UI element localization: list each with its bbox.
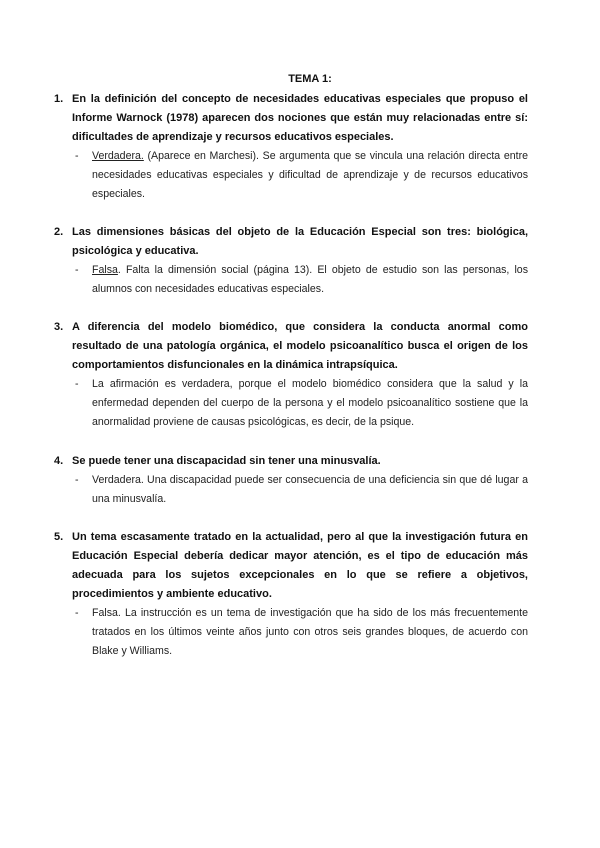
answer: [54, 471, 528, 509]
question-number: 3.: [54, 321, 64, 333]
bullet-dash: -: [75, 264, 79, 276]
question-1: [54, 90, 528, 204]
answer-text: Falsa. La instrucción es un tema de investigación que ha sido de los más frecuentemente tratados en los últimos veinte años junto con otros seis grandes bloques, de acuerdo con Blake y Williams.: [92, 607, 528, 657]
question-5: [54, 528, 528, 661]
answer: [54, 261, 528, 299]
answer-text: (Aparece en Marchesi). Se argumenta que se vincula una relación directa entre necesidades educativas especiales y dificultad de aprendizaje y de recursos educativos especiales.: [92, 150, 528, 200]
question-statement: [54, 90, 528, 147]
question-text: A diferencia del modelo biomédico, que considera la conducta anormal como resultado de una patología orgánica, el modelo psicoanalítico busca el origen de los comportamientos disfuncionales en la dinámica intrapsíquica.: [72, 321, 528, 371]
bullet-dash: -: [75, 150, 79, 162]
answer: [54, 147, 528, 204]
question-number: 5.: [54, 531, 64, 543]
answer-verdict: Verdadera.: [92, 150, 144, 162]
answer-text: . Falta la dimensión social (página 13). El objeto de estudio son las personas, los alumnos con necesidades educativas especiales.: [92, 264, 528, 295]
answer: [54, 375, 528, 432]
question-text: Las dimensiones básicas del objeto de la Educación Especial son tres: biológica, psicológica y educativa.: [72, 226, 528, 257]
answer-text: La afirmación es verdadera, porque el modelo biomédico considera que la salud y la enfermedad dependen del cuerpo de la persona y el modelo psicoanalítico sostiene que la anormalidad proviene de causas psicológicas, es decir, de la psique.: [92, 378, 528, 428]
question-statement: [54, 528, 528, 604]
bullet-dash: -: [75, 474, 79, 486]
answer-text: Verdadera. Una discapacidad puede ser consecuencia de una deficiencia sin que dé lugar a una minusvalía.: [92, 474, 528, 505]
question-2: [54, 223, 528, 299]
page-title: TEMA 1:: [288, 73, 332, 85]
bullet-dash: -: [75, 607, 79, 619]
question-3: [54, 318, 528, 432]
question-statement: [54, 452, 528, 471]
question-4: [54, 452, 528, 509]
answer-verdict: Falsa: [92, 264, 118, 276]
question-number: 1.: [54, 93, 64, 105]
question-text: Se puede tener una discapacidad sin tener una minusvalía.: [72, 455, 381, 467]
question-number: 4.: [54, 455, 64, 467]
answer: [54, 604, 528, 661]
question-statement: [54, 223, 528, 261]
bullet-dash: -: [75, 378, 79, 390]
question-text: En la definición del concepto de necesidades educativas especiales que propuso el Informe Warnock (1978) aparecen dos nociones que están muy relacionadas entre sí: dificultades de aprendizaje y recursos educativos especiales.: [72, 93, 528, 143]
question-number: 2.: [54, 226, 64, 238]
question-statement: [54, 318, 528, 375]
question-text: Un tema escasamente tratado en la actualidad, pero al que la investigación futura en Educación Especial debería dedicar mayor atención, es el tipo de educación más adecuada para los sujetos excepcionales en lo que se refiere a objetivos, procedimientos y ambiente educativo.: [72, 531, 528, 600]
